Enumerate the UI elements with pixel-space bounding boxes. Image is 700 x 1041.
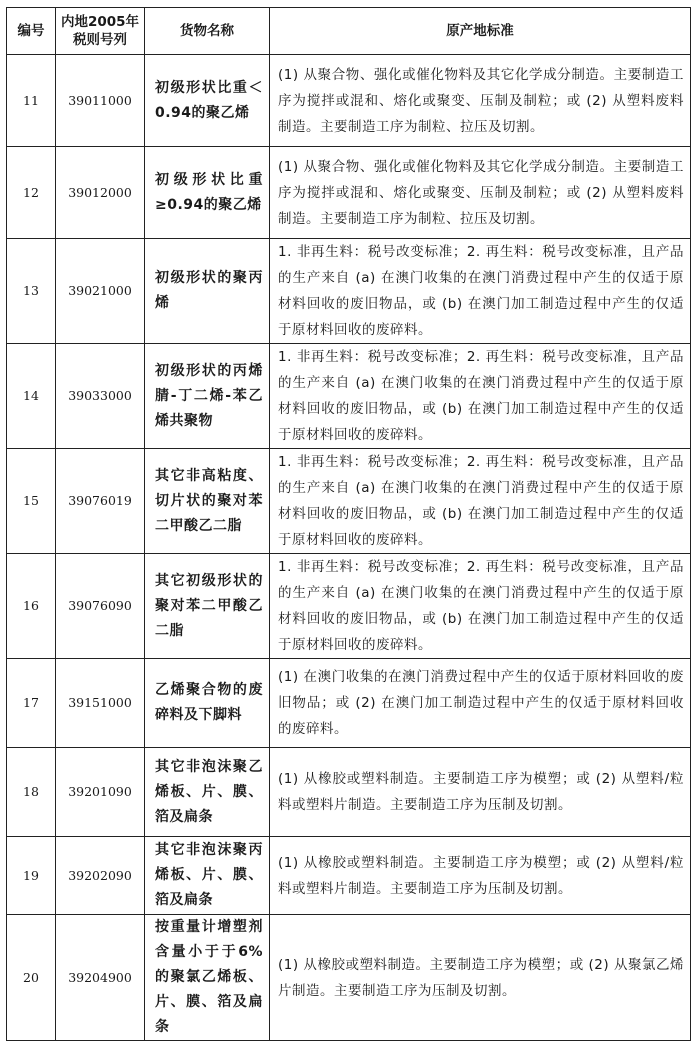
goods-name: 初级形状的聚丙烯	[145, 239, 270, 344]
tariff-code: 39021000	[56, 239, 145, 344]
tariff-code: 39012000	[56, 147, 145, 239]
table-header	[7, 8, 691, 55]
goods-name: 乙烯聚合物的废碎料及下脚料	[145, 659, 270, 748]
table-row	[7, 449, 691, 554]
goods-name: 初级形状比重≥0.94的聚乙烯	[145, 147, 270, 239]
table-row	[7, 147, 691, 239]
tariff-code: 39201090	[56, 748, 145, 837]
table-row	[7, 239, 691, 344]
goods-name: 其它非泡沫聚丙烯板、片、膜、箔及扁条	[145, 837, 270, 915]
origin-standard-table-container	[6, 7, 690, 1041]
header-goods-name: 货物名称	[145, 8, 270, 55]
table-row	[7, 659, 691, 748]
row-number: 13	[7, 239, 56, 344]
origin-standard: (1) 从聚合物、强化或催化物料及其它化学成分制造。主要制造工序为搅拌或混和、熔化或聚变、压制及制粒；或 (2) 从塑料废料制造。主要制造工序为制粒、拉压及切割。	[270, 147, 691, 239]
row-number: 17	[7, 659, 56, 748]
header-origin-standard: 原产地标准	[270, 8, 691, 55]
table-row	[7, 554, 691, 659]
tariff-code: 39204900	[56, 915, 145, 1041]
header-tariff-code: 内地2005年税则号列	[56, 8, 145, 55]
origin-standard: 1. 非再生料：税号改变标准；2. 再生料：税号改变标准，且产品的生产来自 (a) 在澳门收集的在澳门消费过程中产生的仅适于原材料回收的废旧物品，或 (b) 在澳门加工制造过程中产生的仅适于原材料回收的废碎料。	[270, 554, 691, 659]
origin-standard-table	[6, 7, 691, 1041]
origin-standard: 1. 非再生料：税号改变标准；2. 再生料：税号改变标准，且产品的生产来自 (a) 在澳门收集的在澳门消费过程中产生的仅适于原材料回收的废旧物品，或 (b) 在澳门加工制造过程中产生的仅适于原材料回收的废碎料。	[270, 239, 691, 344]
origin-standard: (1) 从橡胶或塑料制造。主要制造工序为模塑；或 (2) 从塑料/粒料或塑料片制造。主要制造工序为压制及切割。	[270, 748, 691, 837]
header-row	[7, 8, 691, 55]
tariff-code: 39151000	[56, 659, 145, 748]
header-number: 编号	[7, 8, 56, 55]
table-row	[7, 837, 691, 915]
goods-name: 初级形状的丙烯腈-丁二烯-苯乙烯共聚物	[145, 344, 270, 449]
origin-standard: (1) 在澳门收集的在澳门消费过程中产生的仅适于原材料回收的废旧物品；或 (2) 在澳门加工制造过程中产生的仅适于原材料回收的废碎料。	[270, 659, 691, 748]
row-number: 11	[7, 55, 56, 147]
table-row	[7, 748, 691, 837]
row-number: 15	[7, 449, 56, 554]
goods-name: 其它初级形状的聚对苯二甲酸乙二脂	[145, 554, 270, 659]
table-row	[7, 55, 691, 147]
tariff-code: 39076090	[56, 554, 145, 659]
origin-standard: 1. 非再生料：税号改变标准；2. 再生料：税号改变标准，且产品的生产来自 (a) 在澳门收集的在澳门消费过程中产生的仅适于原材料回收的废旧物品，或 (b) 在澳门加工制造过程中产生的仅适于原材料回收的废碎料。	[270, 449, 691, 554]
goods-name: 初级形状比重＜0.94的聚乙烯	[145, 55, 270, 147]
row-number: 20	[7, 915, 56, 1041]
goods-name: 其它非泡沫聚乙烯板、片、膜、箔及扁条	[145, 748, 270, 837]
row-number: 18	[7, 748, 56, 837]
goods-name: 按重量计增塑剂含量小于于6%的聚氯乙烯板、片、膜、箔及扁条	[145, 915, 270, 1041]
table-body	[7, 55, 691, 1041]
row-number: 12	[7, 147, 56, 239]
origin-standard: 1. 非再生料：税号改变标准；2. 再生料：税号改变标准，且产品的生产来自 (a) 在澳门收集的在澳门消费过程中产生的仅适于原材料回收的废旧物品，或 (b) 在澳门加工制造过程中产生的仅适于原材料回收的废碎料。	[270, 344, 691, 449]
row-number: 14	[7, 344, 56, 449]
tariff-code: 39011000	[56, 55, 145, 147]
origin-standard: (1) 从橡胶或塑料制造。主要制造工序为模塑；或 (2) 从聚氯乙烯片制造。主要制造工序为压制及切割。	[270, 915, 691, 1041]
table-row	[7, 344, 691, 449]
tariff-code: 39033000	[56, 344, 145, 449]
origin-standard: (1) 从橡胶或塑料制造。主要制造工序为模塑；或 (2) 从塑料/粒料或塑料片制造。主要制造工序为压制及切割。	[270, 837, 691, 915]
origin-standard: (1) 从聚合物、强化或催化物料及其它化学成分制造。主要制造工序为搅拌或混和、熔化或聚变、压制及制粒；或 (2) 从塑料废料制造。主要制造工序为制粒、拉压及切割。	[270, 55, 691, 147]
tariff-code: 39202090	[56, 837, 145, 915]
row-number: 19	[7, 837, 56, 915]
table-row	[7, 915, 691, 1041]
goods-name: 其它非高粘度、切片状的聚对苯二甲酸乙二脂	[145, 449, 270, 554]
tariff-code: 39076019	[56, 449, 145, 554]
row-number: 16	[7, 554, 56, 659]
